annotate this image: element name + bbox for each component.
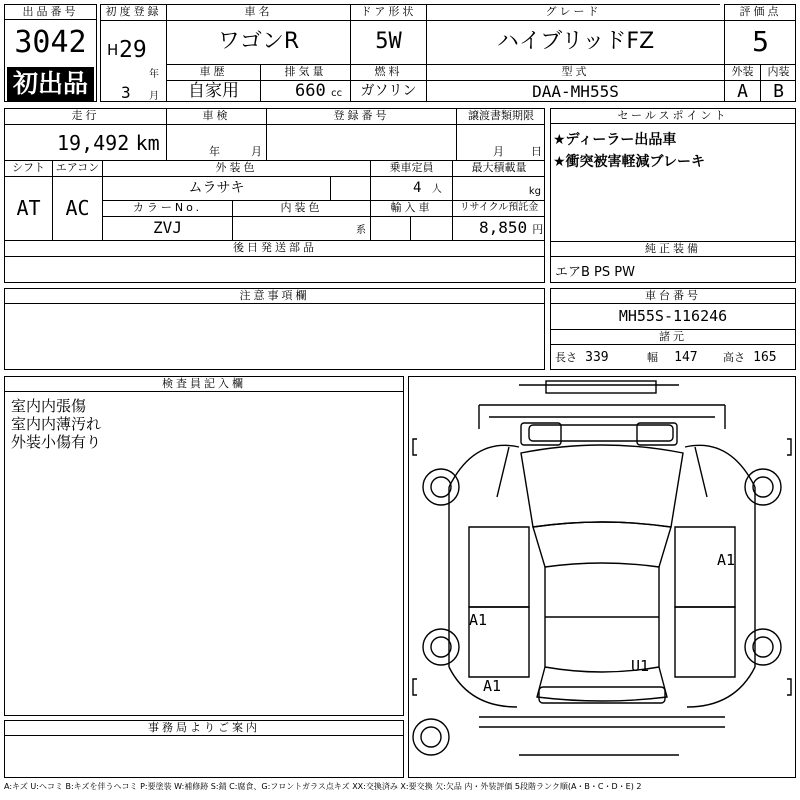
registration-cell bbox=[100, 20, 166, 102]
chassis-block bbox=[550, 288, 796, 370]
mileage-value: 19,492 bbox=[57, 131, 130, 155]
recycle-unit: 円 bbox=[532, 223, 544, 236]
shift-label: シフト bbox=[4, 160, 52, 176]
plate-label: 登録番号 bbox=[266, 108, 456, 124]
door-type: 5W bbox=[350, 20, 426, 64]
import-cell-a bbox=[370, 216, 410, 240]
width-label: 幅 bbox=[647, 351, 658, 364]
mileage-label: 走行 bbox=[4, 108, 166, 124]
width-value: 147 bbox=[674, 350, 698, 365]
selling-point-2: ★衝突被害軽減ブレーキ bbox=[553, 154, 705, 170]
displacement-unit: cc bbox=[331, 88, 343, 99]
length-value: 339 bbox=[585, 350, 609, 365]
damage-diagram bbox=[408, 376, 796, 778]
lot-label: 出品番号 bbox=[5, 5, 96, 20]
interior-label: 内装 bbox=[760, 64, 796, 80]
door-label: ドア形状 bbox=[350, 4, 426, 20]
mileage-cell bbox=[4, 124, 166, 160]
transfer-day-unit: 日 bbox=[531, 145, 542, 158]
transfer-label: 譲渡書類期限 bbox=[456, 108, 545, 124]
lot-block bbox=[4, 4, 97, 102]
history-value: 自家用 bbox=[166, 80, 260, 102]
detail-table bbox=[4, 108, 545, 283]
color-extra bbox=[330, 176, 370, 200]
inspector-label: 検査員記入欄 bbox=[5, 377, 403, 392]
era: H bbox=[107, 41, 119, 59]
color-value: ムラサキ bbox=[102, 176, 330, 200]
fuel-label: 燃料 bbox=[350, 64, 426, 80]
inspector-line-2: 室内内薄汚れ bbox=[11, 415, 102, 433]
displacement-label: 排気量 bbox=[260, 64, 350, 80]
model-value: DAA-MH55S bbox=[426, 80, 724, 102]
damage-mark-1: A1 bbox=[717, 551, 736, 569]
later-parts-cell bbox=[4, 256, 545, 283]
max-load-label: 最大積載量 bbox=[452, 160, 545, 176]
interior-grade: B bbox=[760, 80, 796, 102]
registration-year: 29 bbox=[119, 37, 147, 63]
score-value: 5 bbox=[724, 20, 796, 64]
specs-label: 諸元 bbox=[551, 329, 795, 345]
selling-point-1: ★ディーラー出品車 bbox=[553, 132, 677, 148]
recycle-cell bbox=[452, 216, 545, 240]
selling-points-label: セールスポイント bbox=[551, 109, 795, 124]
lot-number: 3042 bbox=[14, 25, 87, 60]
inspector-line-3: 外装小傷有り bbox=[11, 433, 102, 451]
year-unit: 年 bbox=[149, 69, 159, 80]
interior-color-label: 内装色 bbox=[232, 200, 370, 216]
legend: A:キズ U:ヘコミ B:キズを伴うヘコミ P:要塗装 W:補修跡 S:錆 C:腐食、G:フロントガラス点キズ XX:交換済み X:要交換 欠:欠品 内・外装評価 5段階ランク順(A・B・C・D・E) 2 bbox=[4, 782, 642, 791]
import-label: 輸入車 bbox=[370, 200, 452, 216]
height-label: 高さ bbox=[723, 351, 745, 364]
color-label: 外装色 bbox=[102, 160, 370, 176]
aircon-label: エアコン bbox=[52, 160, 102, 176]
damage-mark-2: A1 bbox=[469, 611, 488, 629]
transfer-month-unit: 月 bbox=[493, 145, 504, 158]
equipment-value: エアB PS PW bbox=[555, 265, 635, 280]
capacity-value: 4 bbox=[413, 180, 422, 196]
recycle-value: 8,850 bbox=[479, 218, 528, 237]
height-value: 165 bbox=[753, 350, 777, 365]
first-listing-badge: 初出品 bbox=[7, 67, 94, 101]
exterior-label: 外装 bbox=[724, 64, 760, 80]
model-label: 型式 bbox=[426, 64, 724, 80]
transfer-cell bbox=[456, 124, 545, 160]
later-parts-label: 後日発送部品 bbox=[4, 240, 545, 256]
office-label: 事務局よりご案内 bbox=[5, 721, 403, 736]
color-no-value: ZVJ bbox=[102, 216, 232, 240]
import-cell-b bbox=[410, 216, 452, 240]
max-load-unit: kg bbox=[452, 176, 545, 200]
equipment-label: 純正装備 bbox=[551, 241, 795, 257]
length-cell bbox=[555, 349, 609, 365]
exterior-grade: A bbox=[724, 80, 760, 102]
displacement-cell bbox=[260, 80, 350, 102]
displacement-value: 660 bbox=[295, 81, 326, 101]
chassis-label: 車台番号 bbox=[551, 289, 795, 304]
inspector-line-1: 室内内張傷 bbox=[11, 397, 87, 415]
inspection-month-unit: 月 bbox=[251, 145, 262, 158]
aircon-value: AC bbox=[52, 176, 102, 240]
office-block bbox=[4, 720, 404, 778]
capacity-label: 乗車定員 bbox=[370, 160, 452, 176]
inspection-year-unit: 年 bbox=[209, 145, 220, 158]
car-name: ワゴンR bbox=[166, 20, 350, 64]
inspection-label: 車検 bbox=[166, 108, 266, 124]
notes-label: 注意事項欄 bbox=[5, 289, 544, 304]
score-label: 評価点 bbox=[724, 4, 796, 20]
month-unit: 月 bbox=[149, 91, 159, 102]
interior-color-unit: 系 bbox=[232, 216, 370, 240]
shift-value: AT bbox=[4, 176, 52, 240]
fuel-value: ガソリン bbox=[350, 80, 426, 102]
registration-month: 3 bbox=[121, 83, 131, 102]
selling-equipment-block bbox=[550, 108, 796, 283]
capacity-unit: 人 bbox=[431, 184, 442, 195]
inspection-cell bbox=[166, 124, 266, 160]
recycle-label: リサイクル預託金 bbox=[452, 200, 545, 216]
plate-cell bbox=[266, 124, 456, 160]
color-no-label: カラーNo. bbox=[102, 200, 232, 216]
notes-block bbox=[4, 288, 545, 370]
inspector-block bbox=[4, 376, 404, 716]
width-cell bbox=[647, 349, 698, 365]
top-table bbox=[100, 4, 796, 102]
grade-label: グレード bbox=[426, 4, 720, 20]
chassis-number: MH55S-116246 bbox=[618, 307, 728, 325]
car-name-label: 車名 bbox=[166, 4, 350, 20]
capacity-cell bbox=[370, 176, 452, 200]
mileage-unit: km bbox=[135, 131, 160, 155]
history-label: 車歴 bbox=[166, 64, 260, 80]
registration-label: 初度登録 bbox=[100, 4, 166, 20]
damage-mark-3: A1 bbox=[483, 677, 502, 695]
grade-value: ハイブリッドFZ bbox=[426, 20, 724, 64]
height-cell bbox=[723, 349, 777, 365]
damage-mark-4: U1 bbox=[631, 657, 650, 675]
car-outline bbox=[409, 377, 795, 777]
length-label: 長さ bbox=[555, 351, 577, 364]
